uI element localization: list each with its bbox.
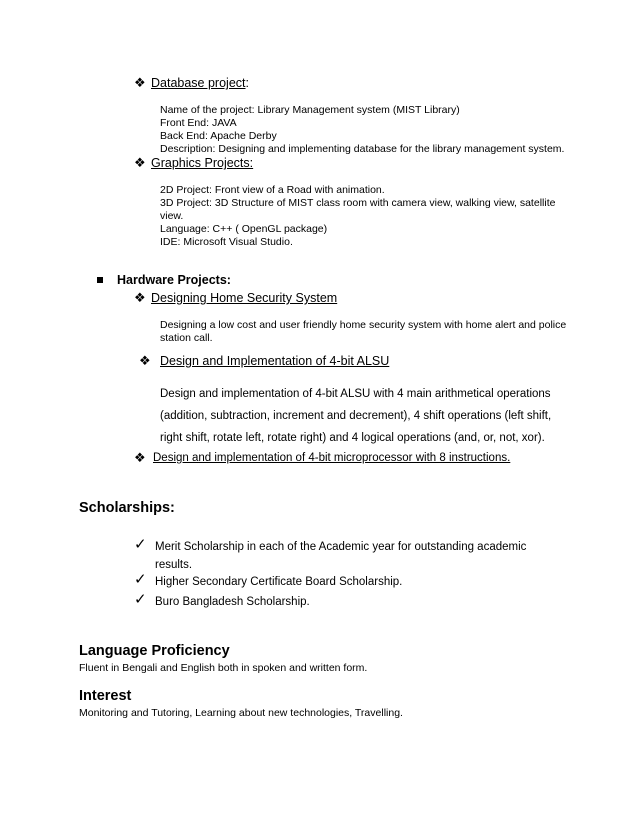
home-security-line-2: station call. [160, 332, 213, 344]
diamond-bullet-icon: ❖ [139, 354, 151, 369]
diamond-bullet-icon: ❖ [134, 76, 146, 91]
database-project-heading [151, 76, 249, 91]
language-text: Fluent in Bengali and English both in spoken and written form. [79, 662, 368, 674]
database-project-colon: : [245, 76, 249, 90]
graphics-line-1: 2D Project: Front view of a Road with animation. [160, 184, 385, 196]
db-line-4: Description: Designing and implementing database for the library management system. [160, 143, 565, 155]
square-bullet-icon [97, 277, 103, 283]
diamond-bullet-icon: ❖ [134, 451, 146, 466]
graphics-line-2: 3D Project: 3D Structure of MIST class room with camera view, walking view, satellite [160, 197, 556, 209]
database-project-title: Database project [151, 76, 246, 90]
db-line-3: Back End: Apache Derby [160, 130, 277, 142]
db-line-1: Name of the project: Library Management system (MIST Library) [160, 104, 460, 116]
interest-text: Monitoring and Tutoring, Learning about new technologies, Travelling. [79, 707, 403, 719]
graphics-projects-heading: Graphics Projects: [151, 156, 254, 170]
home-security-heading: Designing Home Security System [151, 291, 338, 305]
scholarship-item-2: Higher Secondary Certificate Board Scholarship. [155, 576, 403, 588]
diamond-bullet-icon: ❖ [134, 291, 146, 306]
graphics-line-5: IDE: Microsoft Visual Studio. [160, 236, 293, 248]
interest-heading: Interest [79, 688, 132, 704]
scholarship-item-3: Buro Bangladesh Scholarship. [155, 596, 310, 608]
hardware-projects-heading: Hardware Projects: [117, 273, 231, 287]
graphics-line-3: view. [160, 210, 184, 222]
microprocessor-heading: Design and implementation of 4-bit microprocessor with 8 instructions. [153, 452, 511, 464]
scholarship-item-1-cont: results. [155, 559, 193, 571]
alsu-line-2: (addition, subtraction, increment and decrement), 4 shift operations (left shift, [160, 410, 552, 422]
graphics-line-4: Language: C++ ( OpenGL package) [160, 223, 328, 235]
checkmark-bullet-icon: ✓ [134, 535, 147, 553]
scholarships-heading: Scholarships: [79, 500, 175, 516]
language-heading: Language Proficiency [79, 643, 230, 659]
checkmark-bullet-icon: ✓ [134, 570, 147, 588]
alsu-line-1: Design and implementation of 4-bit ALSU with 4 main arithmetical operations [160, 388, 551, 400]
home-security-line-1: Designing a low cost and user friendly home security system with home alert and police [160, 319, 567, 331]
diamond-bullet-icon: ❖ [134, 156, 146, 171]
checkmark-bullet-icon: ✓ [134, 590, 147, 608]
scholarship-item-1: Merit Scholarship in each of the Academic year for outstanding academic [155, 541, 527, 553]
db-line-2: Front End: JAVA [160, 117, 237, 129]
alsu-heading: Design and Implementation of 4-bit ALSU [160, 354, 390, 368]
alsu-line-3: right shift, rotate left, rotate right) and 4 logical operations (and, or, not, xor). [160, 432, 545, 444]
